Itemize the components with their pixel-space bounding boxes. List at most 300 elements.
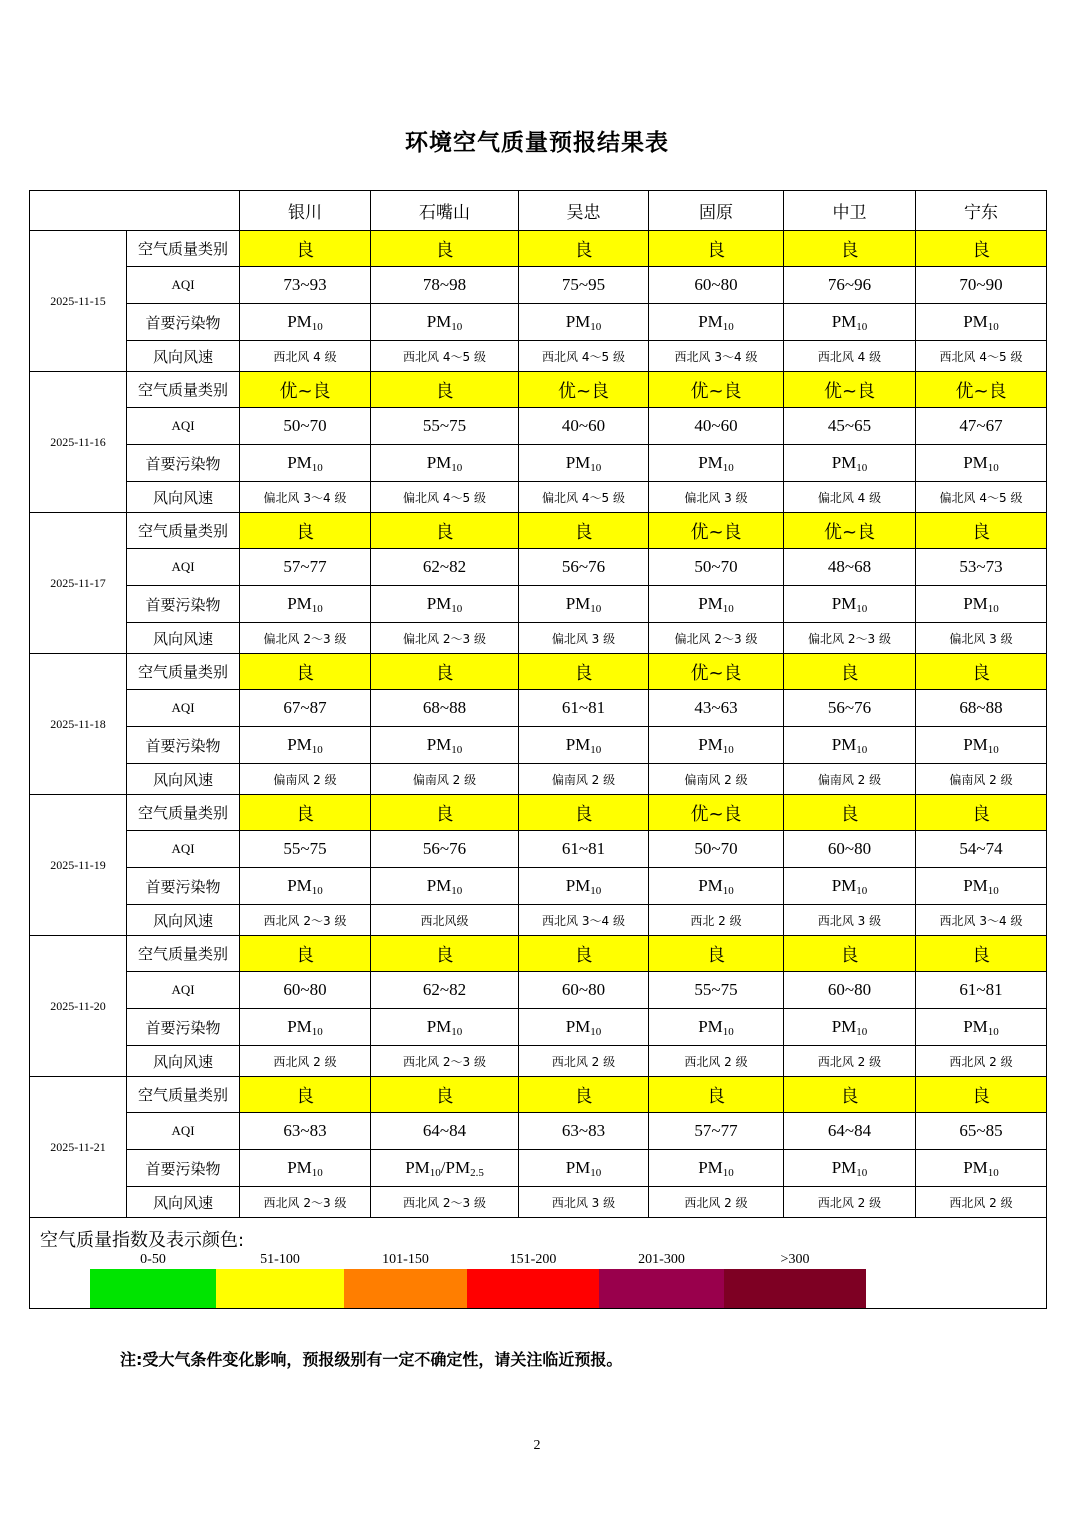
aqi-row xyxy=(30,690,1047,727)
pollutant-part: 10 xyxy=(987,884,999,897)
wind-label: 风向风速 xyxy=(127,482,240,513)
pollutant-part: 10 xyxy=(722,320,734,333)
aqi-cell: 50~70 xyxy=(240,408,371,445)
wind-cell: 西北风 4 级 xyxy=(240,341,371,372)
pollutant-cell xyxy=(519,1009,649,1046)
pollutant-part: PM xyxy=(426,1016,452,1036)
aqi-cell: 62~82 xyxy=(371,972,519,1009)
category-row xyxy=(30,372,1047,408)
pollutant-part: PM xyxy=(963,1157,988,1177)
aqi-cell: 76~96 xyxy=(784,267,916,304)
pollutant-part: PM xyxy=(287,452,312,472)
aqi-cell: 62~82 xyxy=(371,549,519,586)
category-cell: 良 xyxy=(649,936,784,972)
pollutant-cell xyxy=(371,445,519,482)
category-cell: 良 xyxy=(916,513,1047,549)
pollutant-row xyxy=(30,727,1047,764)
aqi-cell: 63~83 xyxy=(519,1113,649,1150)
legend-range-label: >300 xyxy=(780,1252,810,1267)
pollutant-part: 10 xyxy=(987,461,999,474)
pollutant-cell xyxy=(240,445,371,482)
pollutant-part: 10 xyxy=(451,743,463,756)
legend-color-swatch xyxy=(724,1269,866,1308)
category-label: 空气质量类别 xyxy=(127,372,240,408)
category-cell: 优~良 xyxy=(649,513,784,549)
pollutant-cell xyxy=(784,868,916,905)
legend-color-swatch xyxy=(599,1269,724,1308)
pollutant-part: PM xyxy=(287,1157,312,1177)
category-row xyxy=(30,513,1047,549)
wind-cell: 偏北风 2～3 级 xyxy=(649,623,784,654)
pollutant-part: 10 xyxy=(311,884,323,897)
pollutant-part: PM xyxy=(287,875,312,895)
pollutant-part: 10 xyxy=(311,1166,323,1179)
category-cell: 良 xyxy=(784,654,916,690)
forecast-date: 2025-11-16 xyxy=(30,372,127,513)
category-cell: 良 xyxy=(916,1077,1047,1113)
aqi-cell: 40~60 xyxy=(519,408,649,445)
aqi-cell: 57~77 xyxy=(649,1113,784,1150)
aqi-cell: 60~80 xyxy=(649,267,784,304)
pollutant-cell xyxy=(649,868,784,905)
pollutant-part: 10 xyxy=(451,320,463,333)
aqi-cell: 47~67 xyxy=(916,408,1047,445)
pollutant-part: PM xyxy=(698,593,723,613)
pollutant-cell xyxy=(649,586,784,623)
pollutant-cell xyxy=(371,586,519,623)
legend-range-label: 0-50 xyxy=(140,1252,166,1267)
pollutant-part: 10 xyxy=(590,743,602,756)
category-cell: 良 xyxy=(916,936,1047,972)
pollutant-cell xyxy=(916,304,1047,341)
pollutant-part: 10 xyxy=(451,602,463,615)
forecast-date: 2025-11-18 xyxy=(30,654,127,795)
header-corner xyxy=(30,191,240,231)
pollutant-part: PM xyxy=(565,311,591,331)
pollutant-part: PM xyxy=(698,1157,723,1177)
city-header: 固原 xyxy=(649,191,784,231)
category-cell: 良 xyxy=(371,1077,519,1113)
category-cell: 良 xyxy=(916,654,1047,690)
aqi-row xyxy=(30,972,1047,1009)
forecast-date: 2025-11-21 xyxy=(30,1077,127,1218)
pollutant-part: 10 xyxy=(722,602,734,615)
aqi-cell: 57~77 xyxy=(240,549,371,586)
aqi-cell: 56~76 xyxy=(371,831,519,868)
pollutant-part: 10 xyxy=(722,1166,734,1179)
pollutant-row xyxy=(30,586,1047,623)
pollutant-part: PM xyxy=(426,452,452,472)
category-cell: 良 xyxy=(519,513,649,549)
pollutant-part: PM xyxy=(698,452,723,472)
wind-cell: 偏北风 3 级 xyxy=(519,623,649,654)
category-row xyxy=(30,795,1047,831)
aqi-label: AQI xyxy=(127,831,240,868)
pollutant-part: PM xyxy=(287,734,312,754)
wind-cell: 西北风 3 级 xyxy=(519,1187,649,1218)
wind-row xyxy=(30,1046,1047,1077)
pollutant-cell xyxy=(371,1150,519,1187)
pollutant-part: 10 xyxy=(311,1025,323,1038)
category-cell: 良 xyxy=(519,654,649,690)
category-cell: 优~良 xyxy=(240,372,371,408)
wind-cell: 偏南风 2 级 xyxy=(784,764,916,795)
aqi-cell: 50~70 xyxy=(649,831,784,868)
aqi-cell: 56~76 xyxy=(784,690,916,727)
legend-color-swatch xyxy=(216,1269,344,1308)
category-cell: 优~良 xyxy=(519,372,649,408)
page-number: 2 xyxy=(533,1438,541,1453)
pollutant-cell xyxy=(240,1150,371,1187)
pollutant-part: 10 xyxy=(856,461,868,474)
pollutant-part: 10 xyxy=(856,320,868,333)
pollutant-part: 10 xyxy=(590,602,602,615)
wind-row xyxy=(30,623,1047,654)
pollutant-part: 10 xyxy=(987,602,999,615)
wind-cell: 偏北风 2～3 级 xyxy=(784,623,916,654)
pollutant-cell xyxy=(240,1009,371,1046)
pollutant-part: 10 xyxy=(311,461,323,474)
pollutant-part: 10 xyxy=(590,884,602,897)
pollutant-part: PM xyxy=(831,452,857,472)
legend-row xyxy=(30,1218,1047,1309)
pollutant-part: PM xyxy=(287,1016,312,1036)
wind-cell: 西北风 2 级 xyxy=(916,1046,1047,1077)
category-cell: 良 xyxy=(784,936,916,972)
aqi-row xyxy=(30,831,1047,868)
pollutant-cell xyxy=(649,1150,784,1187)
wind-cell: 偏南风 2 级 xyxy=(519,764,649,795)
pollutant-part: PM xyxy=(698,734,723,754)
pollutant-cell xyxy=(371,868,519,905)
category-cell: 良 xyxy=(519,936,649,972)
wind-cell: 西北风 3～4 级 xyxy=(916,905,1047,936)
pollutant-cell xyxy=(519,304,649,341)
aqi-cell: 67~87 xyxy=(240,690,371,727)
aqi-cell: 45~65 xyxy=(784,408,916,445)
pollutant-row xyxy=(30,868,1047,905)
aqi-cell: 55~75 xyxy=(649,972,784,1009)
pollutant-part: 10 xyxy=(722,884,734,897)
category-cell: 良 xyxy=(371,654,519,690)
city-header: 石嘴山 xyxy=(371,191,519,231)
pollutant-row xyxy=(30,445,1047,482)
category-cell: 良 xyxy=(916,795,1047,831)
category-cell: 良 xyxy=(649,231,784,267)
category-cell: 良 xyxy=(371,231,519,267)
aqi-cell: 70~90 xyxy=(916,267,1047,304)
category-cell: 优~良 xyxy=(649,372,784,408)
pollutant-row xyxy=(30,1150,1047,1187)
category-cell: 良 xyxy=(519,231,649,267)
forecast-date: 2025-11-15 xyxy=(30,231,127,372)
category-cell: 良 xyxy=(371,372,519,408)
pollutant-cell xyxy=(371,304,519,341)
pollutant-part: PM xyxy=(426,311,452,331)
pollutant-part: 10 xyxy=(722,1025,734,1038)
wind-cell: 偏北风 2～3 级 xyxy=(371,623,519,654)
wind-cell: 西北风 2 级 xyxy=(519,1046,649,1077)
pollutant-cell xyxy=(649,727,784,764)
pollutant-part: PM xyxy=(565,734,591,754)
category-cell: 良 xyxy=(240,936,371,972)
wind-cell: 西北风 2 级 xyxy=(240,1046,371,1077)
pollutant-part: 10 xyxy=(856,884,868,897)
pollutant-part: 10 xyxy=(451,1025,463,1038)
aqi-cell: 40~60 xyxy=(649,408,784,445)
wind-cell: 偏北风 2～3 级 xyxy=(240,623,371,654)
pollutant-part: /PM xyxy=(440,1157,471,1177)
pollutant-part: 10 xyxy=(590,461,602,474)
pollutant-part: PM xyxy=(565,875,591,895)
pollutant-label: 首要污染物 xyxy=(127,1150,240,1187)
pollutant-cell xyxy=(916,586,1047,623)
pollutant-part: PM xyxy=(698,875,723,895)
wind-row xyxy=(30,482,1047,513)
aqi-row xyxy=(30,1113,1047,1150)
pollutant-part: PM xyxy=(963,734,988,754)
pollutant-part: PM xyxy=(963,593,988,613)
pollutant-cell xyxy=(784,1009,916,1046)
category-cell: 优~良 xyxy=(916,372,1047,408)
wind-cell: 西北风 2 级 xyxy=(649,1046,784,1077)
pollutant-part: PM xyxy=(287,311,312,331)
pollutant-part: PM xyxy=(426,734,452,754)
category-label: 空气质量类别 xyxy=(127,654,240,690)
wind-cell: 西北 2 级 xyxy=(649,905,784,936)
aqi-cell: 73~93 xyxy=(240,267,371,304)
category-label: 空气质量类别 xyxy=(127,795,240,831)
wind-cell: 偏南风 2 级 xyxy=(916,764,1047,795)
wind-cell: 西北风 2 级 xyxy=(916,1187,1047,1218)
pollutant-part: 10 xyxy=(987,743,999,756)
pollutant-part: PM xyxy=(963,452,988,472)
category-cell: 良 xyxy=(240,1077,371,1113)
aqi-cell: 78~98 xyxy=(371,267,519,304)
aqi-cell: 61~81 xyxy=(916,972,1047,1009)
category-cell: 良 xyxy=(240,513,371,549)
wind-cell: 西北风 2～3 级 xyxy=(371,1187,519,1218)
pollutant-part: PM xyxy=(698,311,723,331)
pollutant-part: 10 xyxy=(856,1166,868,1179)
pollutant-part: PM xyxy=(565,593,591,613)
pollutant-part: PM xyxy=(426,875,452,895)
aqi-cell: 61~81 xyxy=(519,831,649,868)
pollutant-part: 10 xyxy=(722,743,734,756)
legend-range-label: 201-300 xyxy=(638,1252,685,1267)
aqi-label: AQI xyxy=(127,690,240,727)
legend-color-swatch xyxy=(90,1269,216,1308)
aqi-cell: 54~74 xyxy=(916,831,1047,868)
pollutant-cell xyxy=(649,304,784,341)
aqi-cell: 56~76 xyxy=(519,549,649,586)
pollutant-part: PM xyxy=(831,311,857,331)
pollutant-cell xyxy=(519,445,649,482)
pollutant-part: 10 xyxy=(722,461,734,474)
legend-title: 空气质量指数及表示颜色: xyxy=(40,1230,245,1251)
pollutant-cell xyxy=(784,586,916,623)
category-cell: 良 xyxy=(784,795,916,831)
category-cell: 良 xyxy=(519,1077,649,1113)
aqi-cell: 68~88 xyxy=(916,690,1047,727)
pollutant-cell xyxy=(371,1009,519,1046)
pollutant-cell xyxy=(240,586,371,623)
wind-cell: 偏南风 2 级 xyxy=(649,764,784,795)
aqi-cell: 55~75 xyxy=(371,408,519,445)
wind-row xyxy=(30,341,1047,372)
pollutant-cell xyxy=(784,1150,916,1187)
wind-row xyxy=(30,1187,1047,1218)
pollutant-label: 首要污染物 xyxy=(127,304,240,341)
category-cell: 良 xyxy=(240,231,371,267)
pollutant-part: 10 xyxy=(987,320,999,333)
aqi-row xyxy=(30,408,1047,445)
legend-color-swatch xyxy=(344,1269,467,1308)
pollutant-cell xyxy=(519,1150,649,1187)
pollutant-cell xyxy=(519,868,649,905)
pollutant-part: PM xyxy=(565,1157,591,1177)
pollutant-part: PM xyxy=(287,593,312,613)
wind-cell: 西北风 3～4 级 xyxy=(519,905,649,936)
pollutant-part: PM xyxy=(565,452,591,472)
pollutant-cell xyxy=(649,1009,784,1046)
forecast-date: 2025-11-20 xyxy=(30,936,127,1077)
legend-range-label: 51-100 xyxy=(260,1252,300,1267)
pollutant-cell xyxy=(649,445,784,482)
aqi-color-legend xyxy=(30,1218,1047,1309)
pollutant-part: PM xyxy=(963,875,988,895)
category-cell: 良 xyxy=(240,795,371,831)
pollutant-part: PM xyxy=(426,593,452,613)
pollutant-row xyxy=(30,304,1047,341)
legend-range-label: 151-200 xyxy=(509,1252,557,1267)
pollutant-part: 10 xyxy=(311,320,323,333)
aqi-cell: 48~68 xyxy=(784,549,916,586)
pollutant-part: PM xyxy=(963,1016,988,1036)
wind-label: 风向风速 xyxy=(127,1046,240,1077)
category-cell: 良 xyxy=(784,1077,916,1113)
aqi-cell: 60~80 xyxy=(784,831,916,868)
wind-cell: 西北风 3 级 xyxy=(784,905,916,936)
pollutant-part: PM xyxy=(831,734,857,754)
aqi-cell: 55~75 xyxy=(240,831,371,868)
wind-label: 风向风速 xyxy=(127,341,240,372)
pollutant-part: 10 xyxy=(987,1025,999,1038)
category-row xyxy=(30,1077,1047,1113)
pollutant-part: 10 xyxy=(856,602,868,615)
wind-label: 风向风速 xyxy=(127,1187,240,1218)
aqi-cell: 68~88 xyxy=(371,690,519,727)
wind-row xyxy=(30,905,1047,936)
pollutant-part: 2.5 xyxy=(470,1166,484,1179)
aqi-cell: 61~81 xyxy=(519,690,649,727)
pollutant-label: 首要污染物 xyxy=(127,445,240,482)
category-label: 空气质量类别 xyxy=(127,936,240,972)
category-cell: 优~良 xyxy=(649,654,784,690)
aqi-label: AQI xyxy=(127,972,240,1009)
aqi-cell: 60~80 xyxy=(240,972,371,1009)
pollutant-part: PM xyxy=(963,311,988,331)
pollutant-part: PM xyxy=(831,1016,857,1036)
wind-cell: 西北风 4 级 xyxy=(784,341,916,372)
aqi-cell: 63~83 xyxy=(240,1113,371,1150)
pollutant-cell xyxy=(916,445,1047,482)
legend-color-swatch xyxy=(467,1269,599,1308)
pollutant-row xyxy=(30,1009,1047,1046)
aqi-cell: 50~70 xyxy=(649,549,784,586)
aqi-cell: 60~80 xyxy=(784,972,916,1009)
pollutant-label: 首要污染物 xyxy=(127,727,240,764)
forecast-date: 2025-11-17 xyxy=(30,513,127,654)
wind-label: 风向风速 xyxy=(127,764,240,795)
wind-cell: 西北风 4～5 级 xyxy=(371,341,519,372)
wind-cell: 西北风 4～5 级 xyxy=(916,341,1047,372)
pollutant-part: 10 xyxy=(590,1166,602,1179)
pollutant-cell xyxy=(371,727,519,764)
aqi-label: AQI xyxy=(127,549,240,586)
wind-label: 风向风速 xyxy=(127,905,240,936)
pollutant-cell xyxy=(240,304,371,341)
aqi-cell: 75~95 xyxy=(519,267,649,304)
pollutant-cell xyxy=(519,586,649,623)
wind-cell: 偏北风 3～4 级 xyxy=(240,482,371,513)
category-cell: 良 xyxy=(371,936,519,972)
pollutant-label: 首要污染物 xyxy=(127,586,240,623)
aqi-label: AQI xyxy=(127,267,240,304)
category-cell: 良 xyxy=(649,1077,784,1113)
pollutant-part: 10 xyxy=(451,461,463,474)
forecast-date: 2025-11-19 xyxy=(30,795,127,936)
wind-cell: 西北风 2 级 xyxy=(649,1187,784,1218)
pollutant-cell xyxy=(519,727,649,764)
category-cell: 良 xyxy=(916,231,1047,267)
category-cell: 良 xyxy=(371,795,519,831)
pollutant-part: PM xyxy=(698,1016,723,1036)
wind-cell: 偏北风 4～5 级 xyxy=(519,482,649,513)
category-cell: 良 xyxy=(519,795,649,831)
category-cell: 良 xyxy=(240,654,371,690)
category-row xyxy=(30,231,1047,267)
wind-cell: 偏南风 2 级 xyxy=(371,764,519,795)
pollutant-cell xyxy=(916,1009,1047,1046)
pollutant-cell xyxy=(240,727,371,764)
pollutant-part: 10 xyxy=(856,743,868,756)
pollutant-part: 10 xyxy=(311,743,323,756)
pollutant-part: 10 xyxy=(590,1025,602,1038)
category-cell: 优~良 xyxy=(649,795,784,831)
category-cell: 优~良 xyxy=(784,513,916,549)
category-cell: 良 xyxy=(371,513,519,549)
pollutant-part: PM xyxy=(831,1157,857,1177)
wind-cell: 偏北风 4～5 级 xyxy=(916,482,1047,513)
city-header: 吴忠 xyxy=(519,191,649,231)
wind-cell: 偏北风 4 级 xyxy=(784,482,916,513)
pollutant-part: 10 xyxy=(856,1025,868,1038)
pollutant-part: PM xyxy=(831,593,857,613)
wind-cell: 偏北风 3 级 xyxy=(649,482,784,513)
pollutant-cell xyxy=(784,304,916,341)
category-label: 空气质量类别 xyxy=(127,231,240,267)
wind-cell: 西北风 4～5 级 xyxy=(519,341,649,372)
aqi-cell: 64~84 xyxy=(784,1113,916,1150)
pollutant-cell xyxy=(784,727,916,764)
wind-cell: 西北风 2～3 级 xyxy=(240,905,371,936)
legend-range-label: 101-150 xyxy=(382,1252,429,1267)
pollutant-part: 10 xyxy=(451,884,463,897)
pollutant-part: 10 xyxy=(987,1166,999,1179)
aqi-cell: 64~84 xyxy=(371,1113,519,1150)
forecast-table xyxy=(29,190,1047,1309)
